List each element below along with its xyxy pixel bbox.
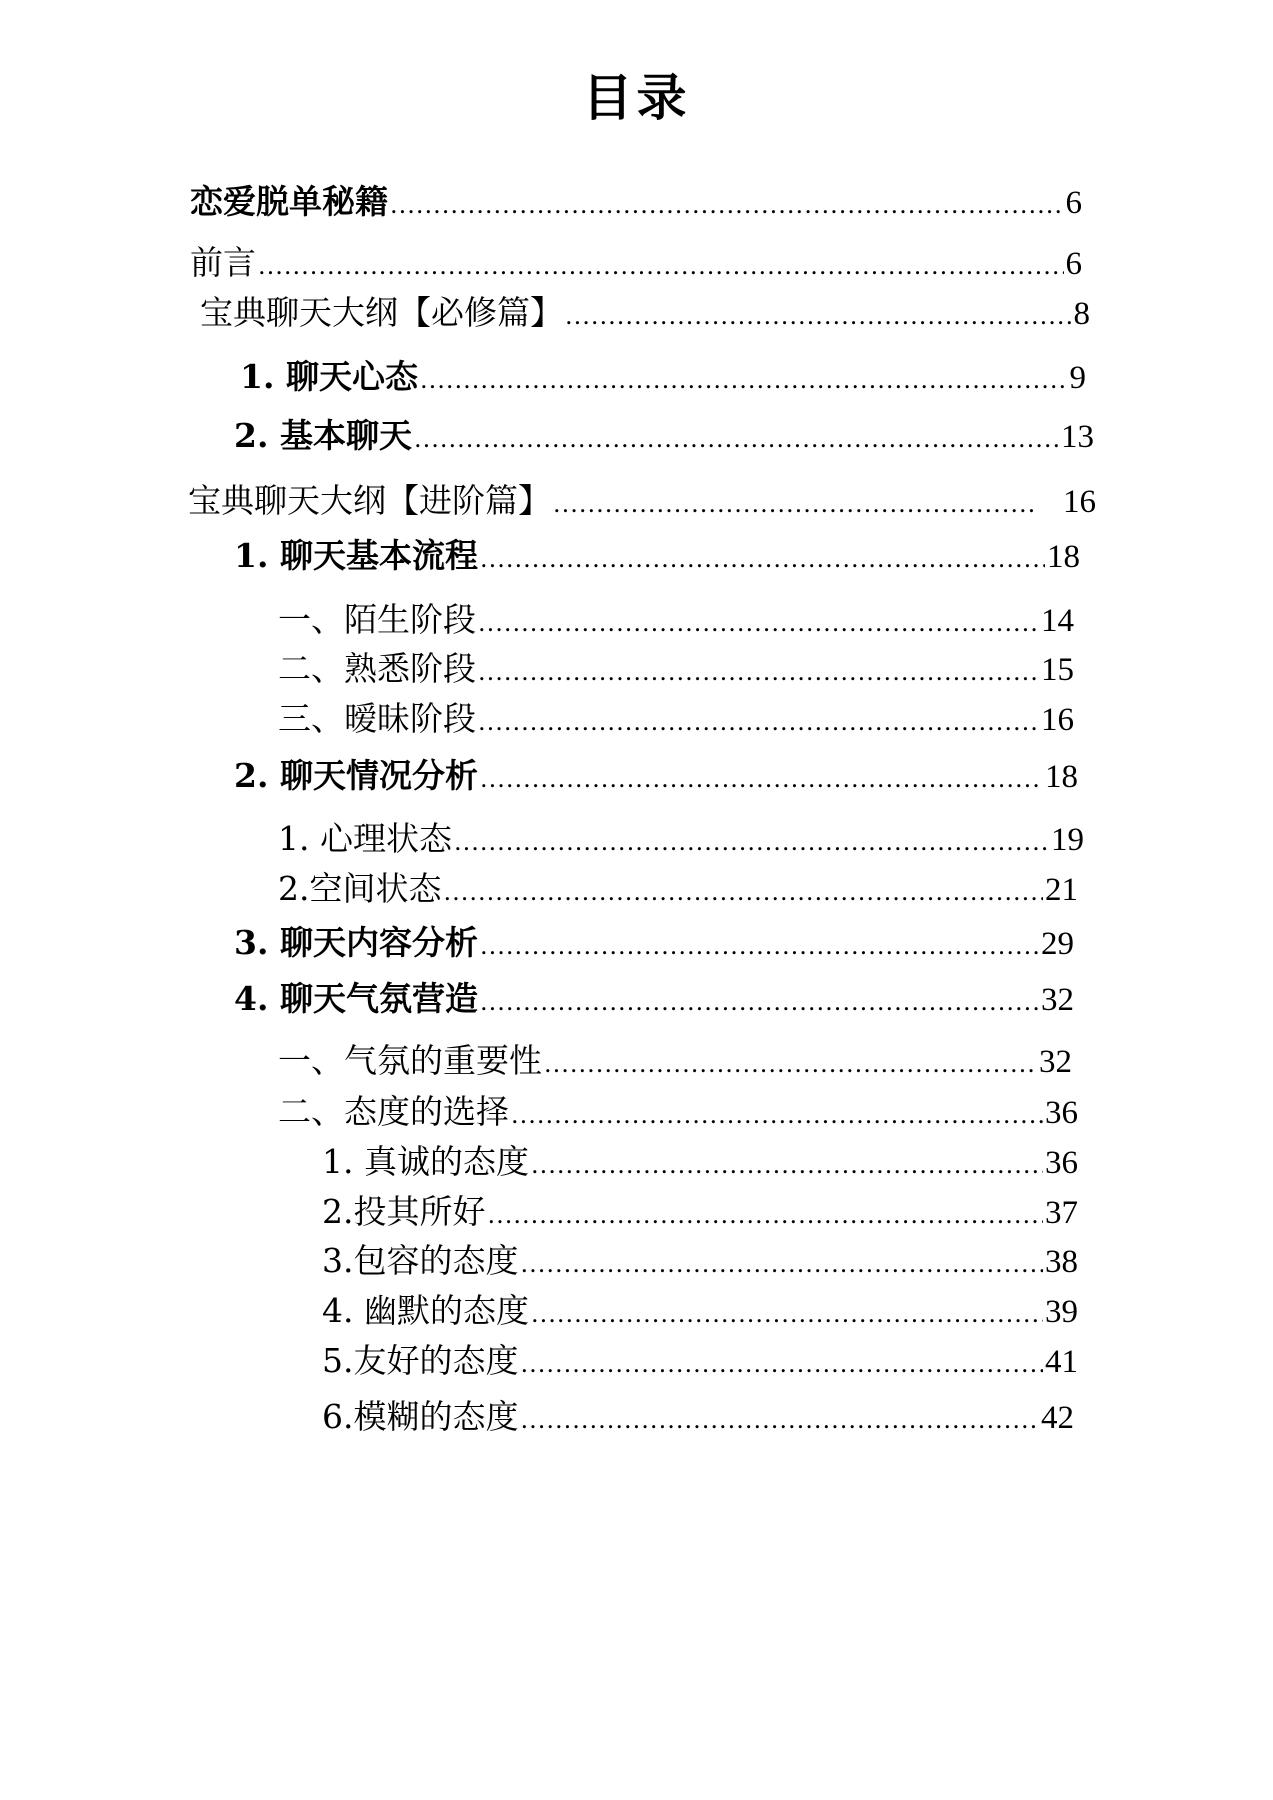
toc-entry[interactable] <box>278 648 1074 693</box>
toc-page-number: 39 <box>1045 1294 1078 1330</box>
toc-entry-text: 一、气氛的重要性 <box>278 1041 542 1080</box>
toc-entry[interactable] <box>278 818 1084 863</box>
toc-entry[interactable] <box>234 415 1094 460</box>
toc-page-number: 18 <box>1045 759 1078 795</box>
toc-leader-dots <box>511 1094 1043 1136</box>
toc-page-number: 42 <box>1041 1400 1074 1436</box>
toc-leader-dots <box>521 1343 1044 1385</box>
toc-page-number: 32 <box>1041 982 1074 1018</box>
toc-page-number: 8 <box>1073 296 1090 332</box>
toc-page-number: 16 <box>1041 702 1074 738</box>
toc-entry[interactable] <box>200 292 1090 337</box>
toc-page-number: 36 <box>1045 1145 1078 1181</box>
toc-entry[interactable] <box>322 1396 1074 1441</box>
toc-leader-dots <box>480 981 1039 1023</box>
toc-entry-text: 2.空间状态 <box>278 869 442 908</box>
toc-entry[interactable] <box>234 535 1080 580</box>
toc-page-number: 19 <box>1051 822 1084 858</box>
toc-entry-text: 三、暧昧阶段 <box>278 699 476 738</box>
toc-page-number: 38 <box>1045 1244 1078 1280</box>
toc-entry-text: 3.包容的态度 <box>322 1241 519 1280</box>
toc-leader-dots <box>480 758 1043 800</box>
toc-entry-text: 前言 <box>190 243 256 282</box>
toc-page-number: 6 <box>1065 185 1082 221</box>
toc-page-number: 32 <box>1039 1044 1072 1080</box>
toc-leader-dots <box>521 1399 1040 1441</box>
toc-leader-dots <box>521 1243 1044 1285</box>
toc-leader-dots <box>258 245 1064 287</box>
toc-entry-text: 1. 聊天心态 <box>240 357 418 396</box>
toc-page-number: 16 <box>1063 484 1096 520</box>
toc-entry[interactable] <box>322 1240 1078 1285</box>
toc-entry[interactable] <box>278 599 1074 644</box>
toc-entry[interactable] <box>190 242 1082 287</box>
toc-entry[interactable] <box>322 1290 1078 1335</box>
toc-page-number: 36 <box>1045 1095 1078 1131</box>
page-title: 目录 <box>582 68 691 127</box>
toc-leader-dots <box>390 184 1064 226</box>
toc-leader-dots <box>488 1194 1044 1236</box>
toc-leader-dots <box>553 483 1035 525</box>
toc-page-number: 9 <box>1069 360 1086 396</box>
toc-page-number: 18 <box>1047 539 1080 575</box>
toc-leader-dots <box>478 651 1039 693</box>
toc-entry[interactable] <box>278 698 1074 743</box>
toc-entry[interactable] <box>234 755 1078 800</box>
toc-entry-text: 二、熟悉阶段 <box>278 649 476 688</box>
toc-entry-text: 2. 基本聊天 <box>234 416 412 455</box>
toc-page-number: 37 <box>1045 1195 1078 1231</box>
toc-page-number: 15 <box>1041 652 1074 688</box>
toc-leader-dots <box>480 925 1039 967</box>
toc-leader-dots <box>531 1144 1043 1186</box>
toc-entry[interactable] <box>322 1340 1078 1385</box>
toc-leader-dots <box>420 359 1068 401</box>
toc-entry[interactable] <box>278 1091 1078 1136</box>
toc-page-number: 6 <box>1065 246 1082 282</box>
toc-entry[interactable] <box>234 978 1074 1023</box>
toc-entry[interactable] <box>190 181 1082 226</box>
toc-entry-text: 恋爱脱单秘籍 <box>190 182 388 221</box>
toc-entry-text: 宝典聊天大纲【进阶篇】 <box>188 481 551 520</box>
toc-entry-text: 4. 聊天气氛营造 <box>234 979 478 1018</box>
toc-leader-dots <box>444 871 1044 913</box>
toc-page-number: 21 <box>1045 872 1078 908</box>
toc-entry-text: 6.模糊的态度 <box>322 1397 519 1436</box>
toc-leader-dots <box>531 1293 1043 1335</box>
toc-entry-text: 二、态度的选择 <box>278 1092 509 1131</box>
toc-entry-text: 4. 幽默的态度 <box>322 1291 529 1330</box>
toc-entry-text: 1. 聊天基本流程 <box>234 536 478 575</box>
toc-leader-dots <box>480 538 1045 580</box>
toc-entry-text: 1. 真诚的态度 <box>322 1142 529 1181</box>
toc-entry[interactable] <box>278 868 1078 913</box>
toc-entry-text: 1. 心理状态 <box>278 819 452 858</box>
toc-page-number: 29 <box>1041 926 1074 962</box>
toc-entry-text: 3. 聊天内容分析 <box>234 923 478 962</box>
toc-entry[interactable] <box>322 1141 1078 1186</box>
toc-leader-dots <box>544 1043 1037 1085</box>
toc-leader-dots <box>414 418 1059 460</box>
toc-page-number: 14 <box>1041 603 1074 639</box>
toc-entry-text: 宝典聊天大纲【必修篇】 <box>200 293 563 332</box>
toc-entry-text: 2.投其所好 <box>322 1192 486 1231</box>
toc-leader-dots <box>478 602 1039 644</box>
toc-page-number: 13 <box>1061 419 1094 455</box>
toc-entry[interactable] <box>278 1040 1072 1085</box>
toc-entry-text: 一、陌生阶段 <box>278 600 476 639</box>
toc-leader-dots <box>565 295 1072 337</box>
toc-entry[interactable] <box>234 922 1074 967</box>
toc-entry[interactable] <box>188 480 1096 525</box>
toc-entry-text: 5.友好的态度 <box>322 1341 519 1380</box>
toc-entry[interactable] <box>322 1191 1078 1236</box>
toc-page-number: 41 <box>1045 1344 1078 1380</box>
toc-entry-text: 2. 聊天情况分析 <box>234 756 478 795</box>
toc-entry[interactable] <box>240 356 1086 401</box>
toc-leader-dots <box>478 701 1039 743</box>
toc-leader-dots <box>454 821 1049 863</box>
